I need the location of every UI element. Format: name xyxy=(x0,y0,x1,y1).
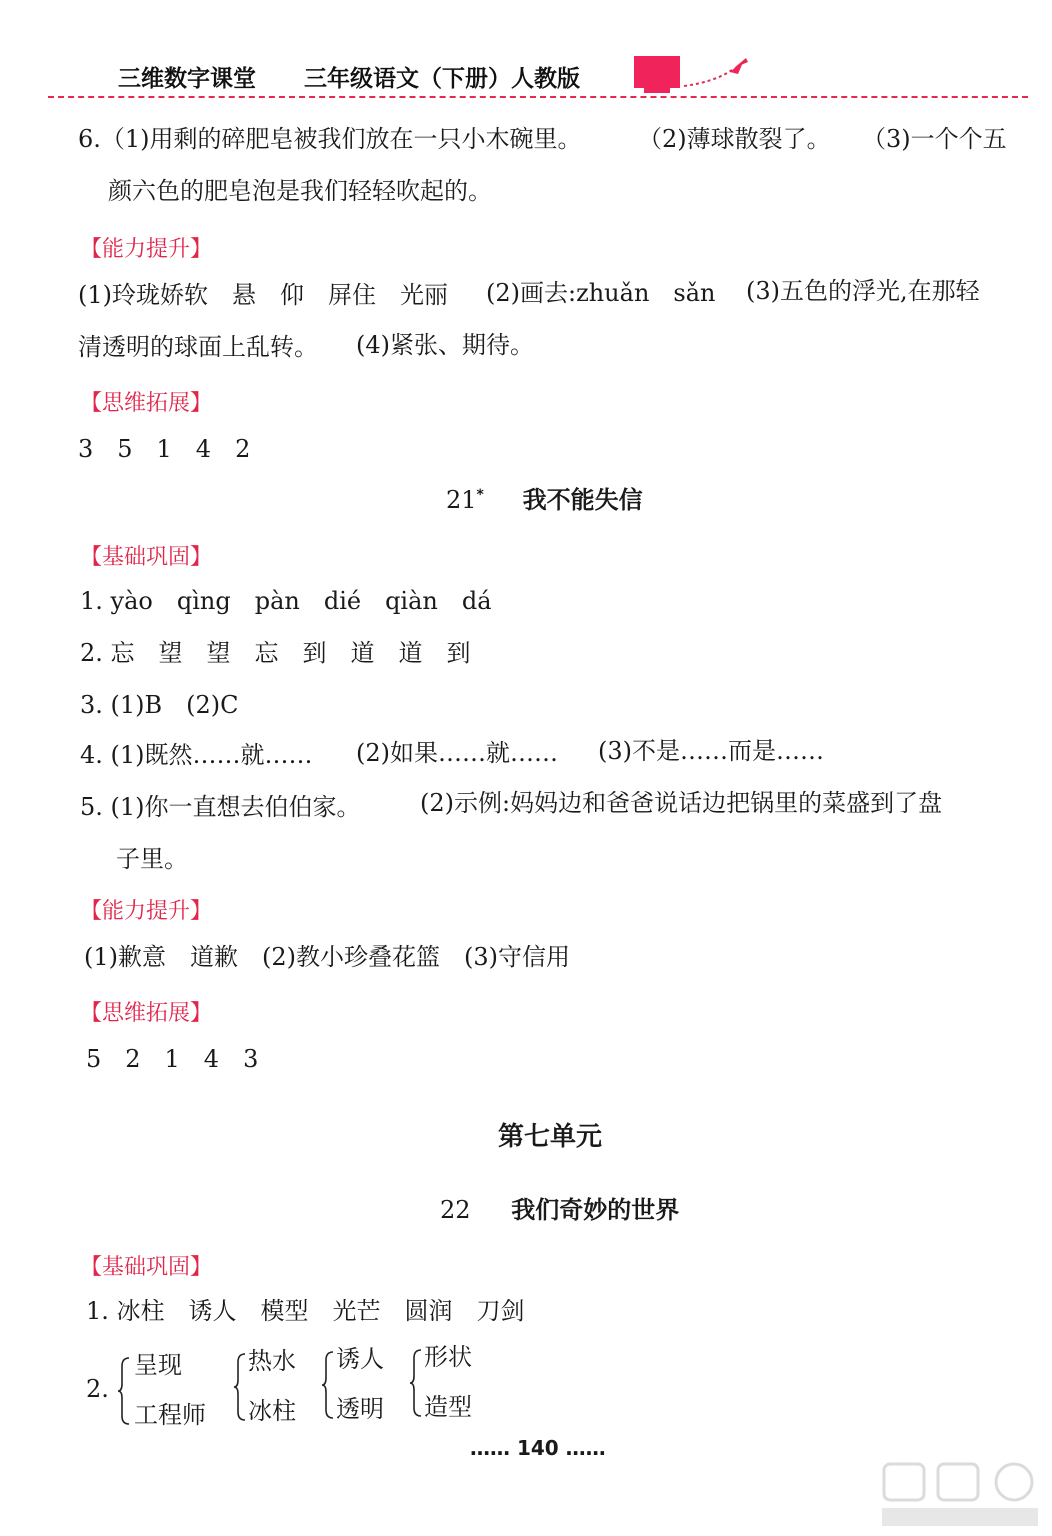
basic-21-2: 2. 忘 望 望 忘 到 道 道 到 xyxy=(80,639,471,667)
lesson-22-number: 22 xyxy=(440,1196,471,1224)
word-group-2-bottom: 冰柱 xyxy=(248,1397,296,1425)
header-divider xyxy=(48,96,1028,98)
q6-part4: 颜六色的肥皂泡是我们轻轻吹起的。 xyxy=(108,177,492,205)
word-group-1-top: 呈现 xyxy=(134,1351,182,1379)
tag-ability-20: 【能力提升】 xyxy=(80,237,213,262)
header-book-title: 三年级语文（下册）人教版 xyxy=(304,66,580,92)
lesson-22-name: 我们奇妙的世界 xyxy=(511,1196,680,1224)
q6-part1: 6.（1)用剩的碎肥皂被我们放在一只小木碗里。 xyxy=(78,125,582,153)
basic-21-3: 3. (1)B (2)C xyxy=(80,691,239,719)
ability-20-1: (1)玲珑娇软 悬 仰 屏住 光丽 xyxy=(78,281,448,309)
unit-title: 第七单元 xyxy=(498,1122,603,1152)
word-group-2 xyxy=(248,1336,296,1436)
basic-21-4a: 4. (1)既然……就…… xyxy=(80,741,313,769)
lesson-21-title xyxy=(446,480,643,515)
lesson-22-title xyxy=(440,1190,679,1225)
basic-21-4c: (3)不是……而是…… xyxy=(598,737,824,765)
word-group-2-top: 热水 xyxy=(248,1347,296,1375)
basic-21-5c: 子里。 xyxy=(116,845,188,873)
basic-21-1: 1. yào qìng pàn dié qiàn dá xyxy=(80,587,492,615)
think-20-answer: 3 5 1 4 2 xyxy=(78,435,251,463)
brace-icon xyxy=(118,1356,130,1426)
brace-icon xyxy=(234,1352,246,1422)
basic-22-1: 1. 冰柱 诱人 模型 光芒 圆润 刀剑 xyxy=(86,1297,525,1325)
word-group-4-bottom: 造型 xyxy=(424,1393,472,1421)
word-group-3-top: 诱人 xyxy=(336,1345,384,1373)
ability-20-4: 清透明的球面上乱转。 xyxy=(78,333,318,361)
basic-21-4b: (2)如果……就…… xyxy=(356,739,558,767)
lesson-21-number: 21 xyxy=(446,486,477,514)
ability-21-answer: (1)歉意 道歉 (2)教小珍叠花篮 (3)守信用 xyxy=(84,943,570,971)
word-group-1-bottom: 工程师 xyxy=(134,1401,206,1429)
tag-ability-21: 【能力提升】 xyxy=(80,899,213,924)
basic-21-5a: 5. (1)你一直想去伯伯家。 xyxy=(80,793,361,821)
basic-22-2-label: 2. xyxy=(86,1375,109,1403)
think-21-answer: 5 2 1 4 3 xyxy=(86,1045,259,1073)
ability-20-2: (2)画去:zhuǎn sǎn xyxy=(486,279,716,307)
brace-icon xyxy=(322,1350,334,1420)
word-group-4-top: 形状 xyxy=(424,1343,472,1371)
lesson-21-star: * xyxy=(476,487,484,503)
page-number: …… 140 …… xyxy=(470,1436,606,1460)
ability-20-3: (3)五色的浮光,在那轻 xyxy=(746,277,980,305)
word-group-3 xyxy=(336,1334,384,1434)
q6-part2: （2)薄球散裂了。 xyxy=(638,125,831,153)
word-group-1 xyxy=(134,1340,206,1440)
tag-basic-21: 【基础巩固】 xyxy=(80,545,213,570)
ability-20-5: (4)紧张、期待。 xyxy=(356,331,534,359)
watermark-logo-icon xyxy=(880,1458,1040,1530)
q6-part3: （3)一个个五 xyxy=(862,125,1007,153)
word-group-4 xyxy=(424,1332,472,1432)
basic-21-5b: (2)示例:妈妈边和爸爸说话边把锅里的菜盛到了盘 xyxy=(420,789,943,817)
tag-think-20: 【思维拓展】 xyxy=(80,391,213,416)
rocket-logo-icon xyxy=(634,52,764,96)
brace-icon xyxy=(410,1348,422,1418)
header-brand: 三维数字课堂 xyxy=(118,66,256,92)
lesson-21-name: 我不能失信 xyxy=(522,486,643,514)
tag-think-21: 【思维拓展】 xyxy=(80,1001,213,1026)
tag-basic-22: 【基础巩固】 xyxy=(80,1255,213,1280)
word-group-3-bottom: 透明 xyxy=(336,1395,384,1423)
